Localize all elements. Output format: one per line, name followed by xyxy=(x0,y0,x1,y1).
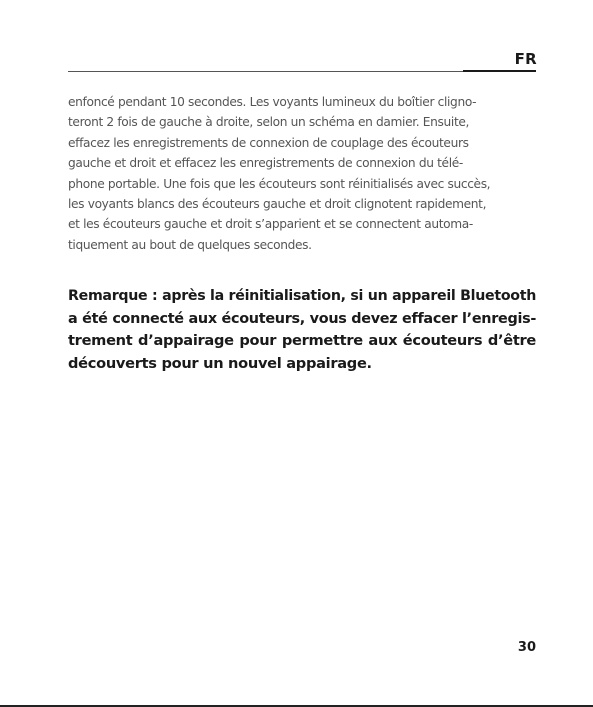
note-paragraph xyxy=(68,285,536,375)
note-line: trement d’appairage pour permettre aux écouteurs d’être xyxy=(68,332,536,350)
body-line: et les écouteurs gauche et droit s’apparient et se connectent automa- xyxy=(68,217,473,232)
header-rule-accent xyxy=(463,70,536,72)
note-line: Remarque : après la réinitialisation, si un appareil Bluetooth xyxy=(68,288,536,304)
body-line: effacez les enregistrements de connexion de couplage des écouteurs xyxy=(68,135,469,150)
note-line: a été connecté aux écouteurs, vous devez effacer l’enregis- xyxy=(68,310,537,327)
note-line: découverts pour un nouvel appairage. xyxy=(68,354,372,372)
body-line: teront 2 fois de gauche à droite, selon un schéma en damier. Ensuite, xyxy=(68,115,470,130)
header-rule xyxy=(68,71,463,72)
body-line: gauche et droit et effacez les enregistrements de connexion du télé- xyxy=(68,156,463,171)
body-line: tiquement au bout de quelques secondes. xyxy=(68,237,312,252)
language-label: FR xyxy=(514,50,537,68)
body-line: enfoncé pendant 10 secondes. Les voyants lumineux du boîtier cligno- xyxy=(68,95,477,109)
body-paragraph xyxy=(68,92,536,255)
body-line: les voyants blancs des écouteurs gauche et droit clignotent rapidement, xyxy=(68,197,487,212)
page-number: 30 xyxy=(517,640,536,655)
body-line: phone portable. Une fois que les écouteurs sont réinitialisés avec succès, xyxy=(68,176,491,191)
